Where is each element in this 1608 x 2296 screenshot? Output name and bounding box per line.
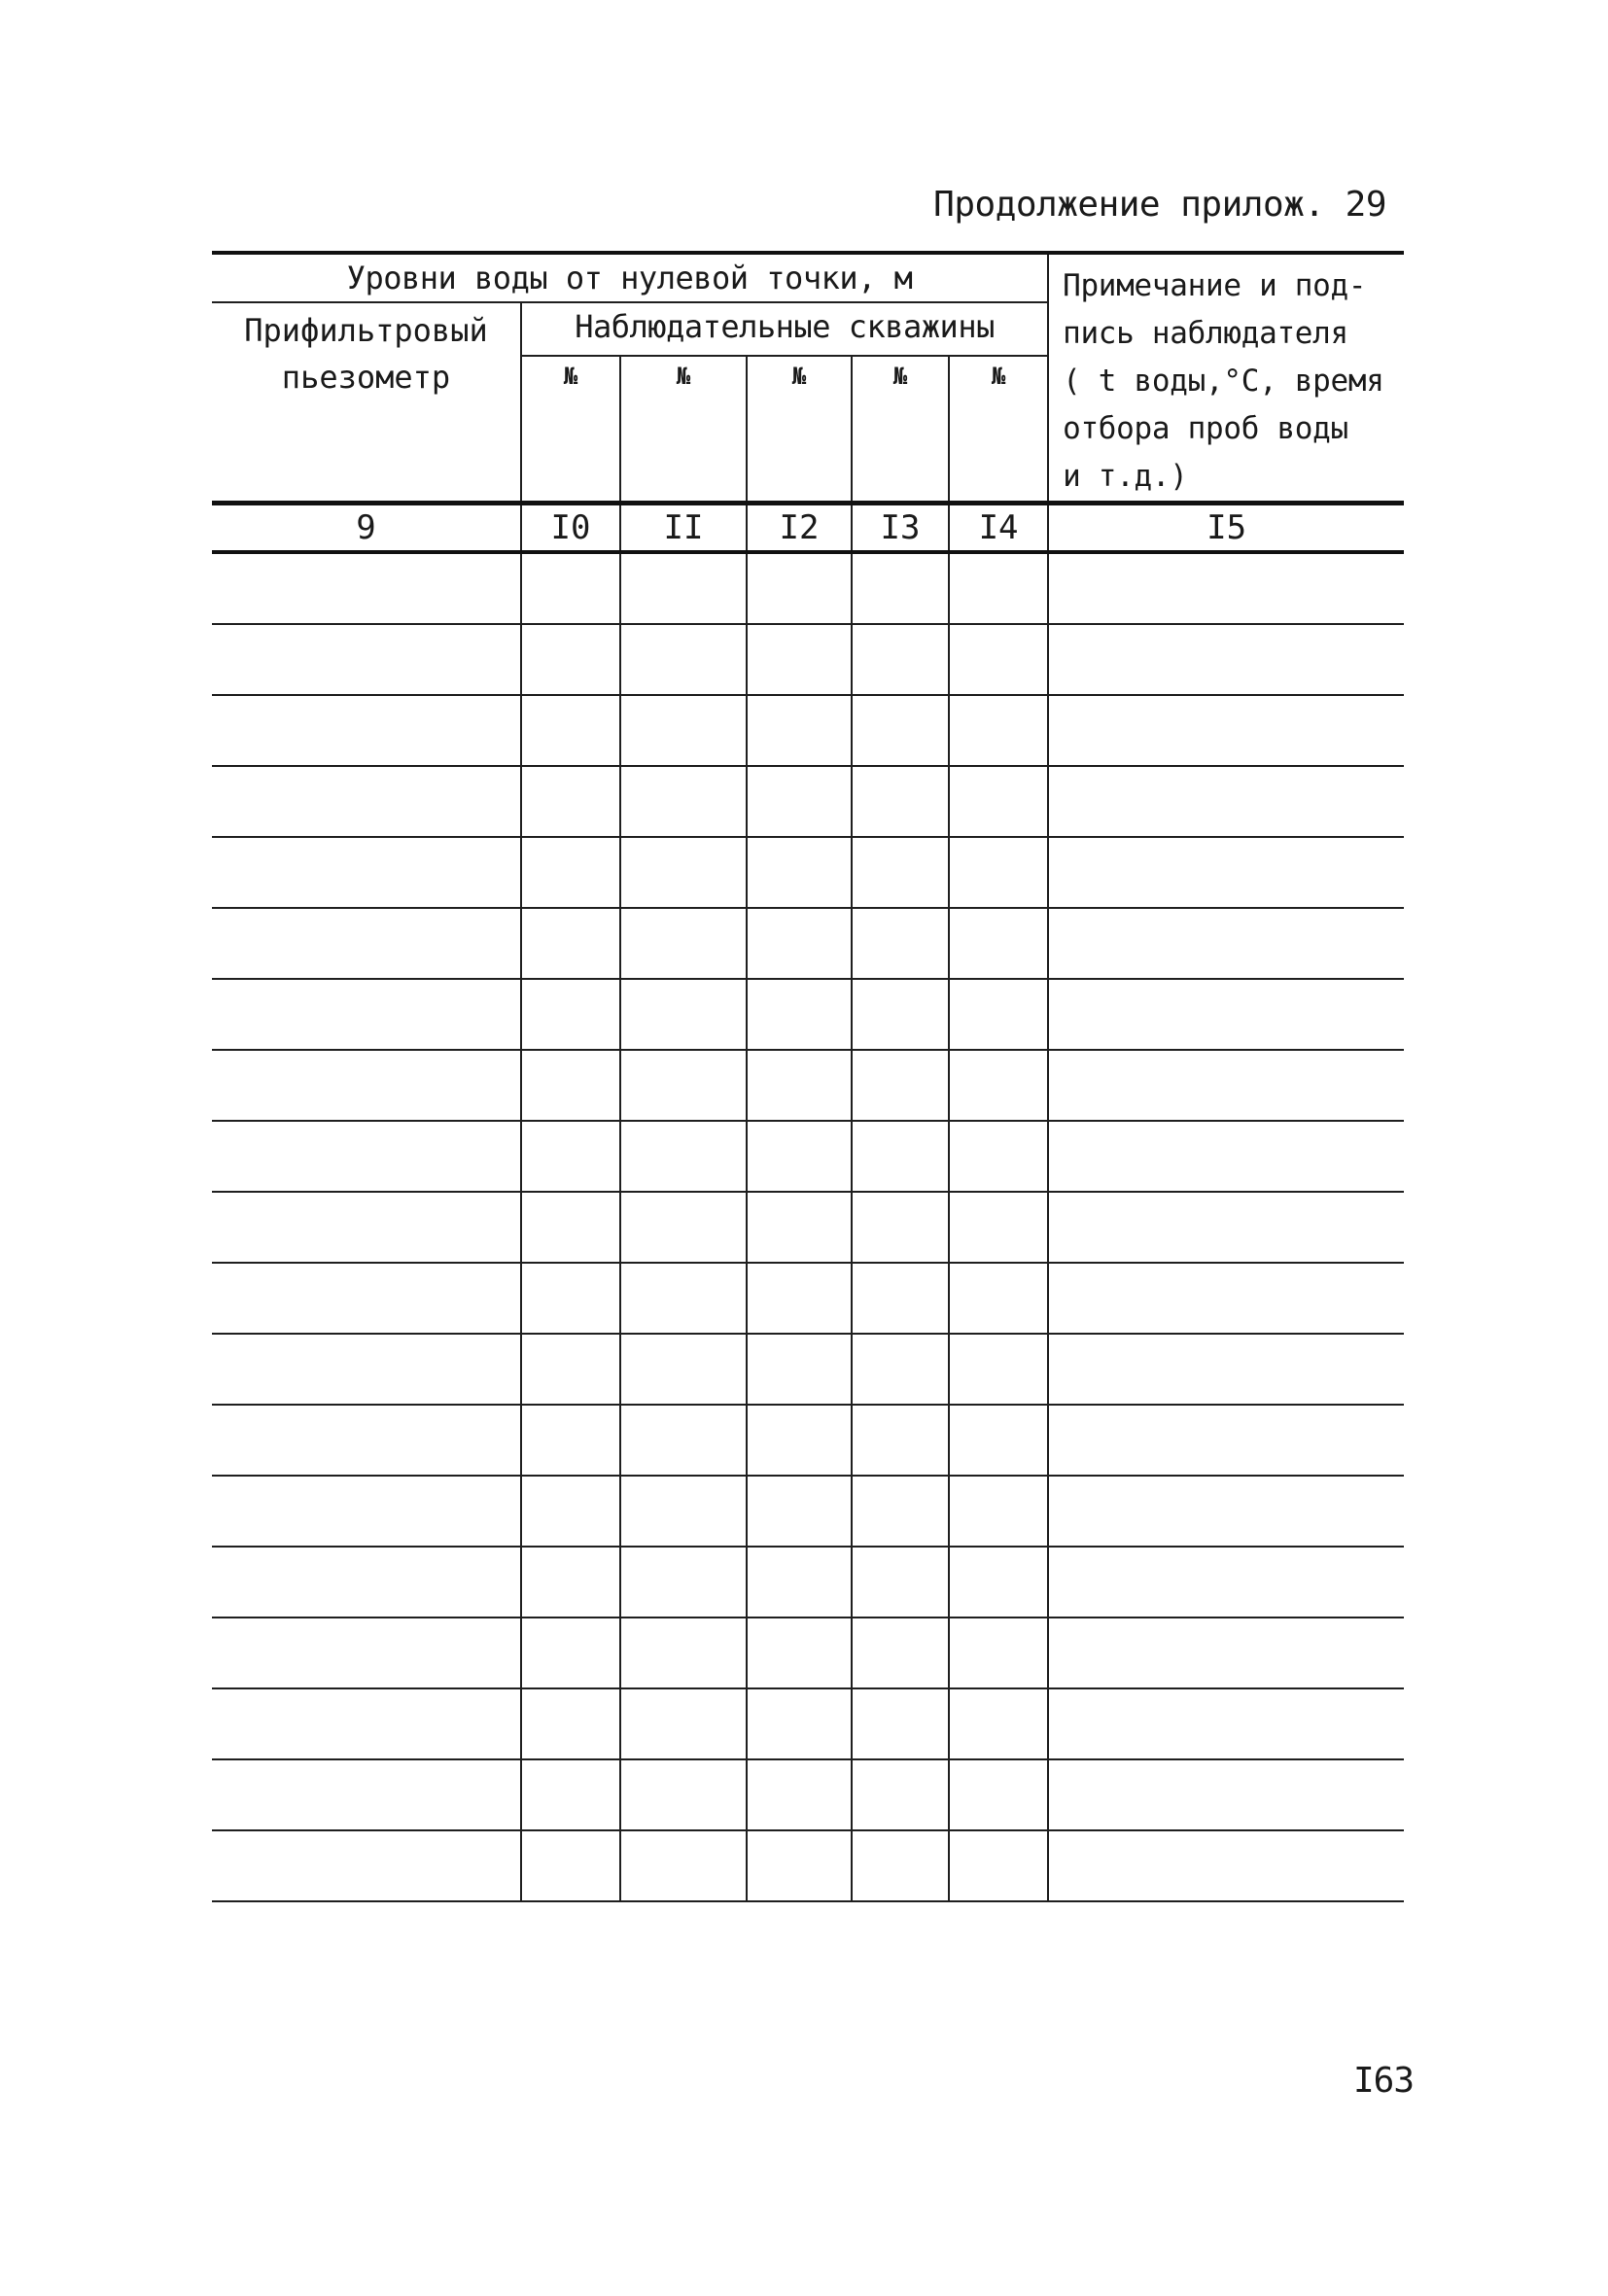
form-entry-row <box>212 908 1404 979</box>
form-entry-cell <box>747 1688 852 1759</box>
piezometer-label-line1: Прифильтровый <box>244 312 488 349</box>
form-entry-cell <box>852 1476 949 1547</box>
form-entry-cell <box>620 1688 747 1759</box>
form-entry-cell <box>852 908 949 979</box>
form-entry-cell <box>1048 1830 1404 1901</box>
form-entry-cell <box>852 1263 949 1334</box>
form-entry-row <box>212 552 1404 624</box>
form-entry-cell <box>949 908 1048 979</box>
note-line: пись наблюдателя <box>1063 316 1348 351</box>
form-entry-cell <box>521 1263 620 1334</box>
form-entry-cell <box>747 1547 852 1618</box>
form-entry-row <box>212 1759 1404 1830</box>
form-entry-cell <box>620 1476 747 1547</box>
column-number: I0 <box>521 504 620 553</box>
form-entry-cell <box>1048 1547 1404 1618</box>
form-entry-cell <box>852 979 949 1050</box>
form-entry-cell <box>747 624 852 695</box>
page-number: I63 <box>1352 2061 1414 2101</box>
form-entry-cell <box>747 1618 852 1688</box>
form-entry-cell <box>852 1547 949 1618</box>
well-number-mark: № <box>747 356 852 504</box>
form-entry-cell <box>1048 837 1404 908</box>
form-entry-cell <box>747 695 852 766</box>
well-number-mark: № <box>949 356 1048 504</box>
form-entry-cell <box>747 837 852 908</box>
form-entry-cell <box>521 1547 620 1618</box>
form-entry-cell <box>212 1547 521 1618</box>
form-entry-cell <box>852 766 949 837</box>
form-entry-row <box>212 979 1404 1050</box>
form-entry-cell <box>949 1476 1048 1547</box>
column-number: I4 <box>949 504 1048 553</box>
form-entry-cell <box>1048 1263 1404 1334</box>
form-entry-cell <box>949 1759 1048 1830</box>
form-entry-cell <box>521 1192 620 1263</box>
form-entry-cell <box>1048 766 1404 837</box>
column-number: I2 <box>747 504 852 553</box>
form-entry-cell <box>747 766 852 837</box>
form-entry-cell <box>521 908 620 979</box>
form-entry-cell <box>852 695 949 766</box>
form-entry-row <box>212 1547 1404 1618</box>
form-entry-cell <box>949 695 1048 766</box>
form-entry-cell <box>620 1192 747 1263</box>
note-line: отбора проб воды <box>1063 411 1348 446</box>
form-entry-cell <box>1048 979 1404 1050</box>
wells-header: Наблюдательные скважины <box>521 302 1048 356</box>
form-entry-cell <box>521 766 620 837</box>
form-entry-cell <box>1048 1759 1404 1830</box>
form-entry-cell <box>620 1618 747 1688</box>
note-header <box>1048 253 1404 504</box>
form-entry-cell <box>949 1334 1048 1405</box>
form-entry-cell <box>521 837 620 908</box>
form-entry-cell <box>212 695 521 766</box>
form-entry-row <box>212 1618 1404 1688</box>
form-entry-cell <box>620 1334 747 1405</box>
form-entry-row <box>212 837 1404 908</box>
observation-form <box>212 251 1404 1902</box>
form-entry-cell <box>852 1121 949 1192</box>
form-entry-cell <box>747 1759 852 1830</box>
form-entry-cell <box>212 1759 521 1830</box>
form-entry-cell <box>521 1121 620 1192</box>
form-entry-cell <box>212 979 521 1050</box>
form-entry-cell <box>949 766 1048 837</box>
form-entry-row <box>212 1263 1404 1334</box>
form-entry-cell <box>212 837 521 908</box>
form-entry-row <box>212 1830 1404 1901</box>
form-entry-cell <box>212 552 521 624</box>
form-entry-cell <box>521 1759 620 1830</box>
form-entry-row <box>212 695 1404 766</box>
form-entry-cell <box>747 1263 852 1334</box>
form-entry-row <box>212 624 1404 695</box>
form-entry-cell <box>521 1618 620 1688</box>
form-entry-cell <box>747 552 852 624</box>
form-entry-cell <box>620 552 747 624</box>
form-entry-cell <box>620 1050 747 1121</box>
form-entry-cell <box>949 1050 1048 1121</box>
form-entry-cell <box>212 908 521 979</box>
piezometer-header <box>212 302 521 504</box>
form-entry-cell <box>949 979 1048 1050</box>
form-entry-cell <box>212 1050 521 1121</box>
form-entry-cell <box>949 624 1048 695</box>
form-entry-cell <box>521 979 620 1050</box>
form-entry-cell <box>620 837 747 908</box>
form-entry-cell <box>949 1688 1048 1759</box>
form-entry-row <box>212 1405 1404 1476</box>
form-entry-cell <box>949 552 1048 624</box>
form-entry-cell <box>747 1121 852 1192</box>
form-entry-cell <box>620 624 747 695</box>
form-entry-cell <box>852 1830 949 1901</box>
form-entry-cell <box>747 1830 852 1901</box>
form-entry-cell <box>949 1618 1048 1688</box>
form-entry-cell <box>620 1121 747 1192</box>
form-entry-cell <box>852 624 949 695</box>
form-entry-cell <box>852 1618 949 1688</box>
form-entry-cell <box>949 837 1048 908</box>
column-number: II <box>620 504 747 553</box>
form-entry-cell <box>852 837 949 908</box>
form-entry-cell <box>1048 1192 1404 1263</box>
form-entry-cell <box>1048 1334 1404 1405</box>
form-entry-cell <box>852 1688 949 1759</box>
form-entry-cell <box>1048 908 1404 979</box>
note-line: и т.д.) <box>1063 459 1188 494</box>
form-entry-cell <box>1048 695 1404 766</box>
form-entry-cell <box>852 1050 949 1121</box>
form-entry-cell <box>212 624 521 695</box>
form-entry-cell <box>521 1334 620 1405</box>
form-entry-row <box>212 1334 1404 1405</box>
form-entry-cell <box>949 1263 1048 1334</box>
note-line: Примечание и под- <box>1063 268 1367 303</box>
form-entry-cell <box>212 1192 521 1263</box>
form-entry-cell <box>949 1192 1048 1263</box>
form-entry-cell <box>212 1830 521 1901</box>
form-entry-cell <box>1048 1121 1404 1192</box>
form-entry-cell <box>521 1405 620 1476</box>
form-entry-cell <box>852 1759 949 1830</box>
well-number-mark: № <box>521 356 620 504</box>
form-entry-cell <box>852 1334 949 1405</box>
form-entry-row <box>212 1192 1404 1263</box>
form-entry-cell <box>212 1476 521 1547</box>
column-number: I5 <box>1048 504 1404 553</box>
form-entry-cell <box>620 766 747 837</box>
form-entry-cell <box>212 1688 521 1759</box>
form-entry-cell <box>521 695 620 766</box>
column-number: I3 <box>852 504 949 553</box>
form-entry-cell <box>212 1334 521 1405</box>
form-entry-cell <box>212 766 521 837</box>
form-entry-cell <box>852 1405 949 1476</box>
form-entry-cell <box>521 1050 620 1121</box>
well-number-mark: № <box>852 356 949 504</box>
page-header: Продолжение прилож. 29 <box>933 185 1386 225</box>
form-entry-row <box>212 1050 1404 1121</box>
form-entry-cell <box>521 624 620 695</box>
well-number-mark: № <box>620 356 747 504</box>
form-entry-cell <box>949 1121 1048 1192</box>
form-entry-cell <box>620 1759 747 1830</box>
form-entry-row <box>212 1121 1404 1192</box>
form-entry-cell <box>747 979 852 1050</box>
form-entry-row <box>212 1476 1404 1547</box>
form-entry-cell <box>521 1476 620 1547</box>
form-entry-cell <box>747 1405 852 1476</box>
form-entry-cell <box>1048 1688 1404 1759</box>
form-entry-cell <box>747 1050 852 1121</box>
form-entry-cell <box>747 1334 852 1405</box>
form-entry-cell <box>949 1405 1048 1476</box>
form-entry-cell <box>1048 624 1404 695</box>
form-entry-cell <box>949 1547 1048 1618</box>
form-entry-cell <box>747 908 852 979</box>
water-level-table <box>212 251 1404 1902</box>
form-entry-cell <box>620 1405 747 1476</box>
form-entry-cell <box>212 1618 521 1688</box>
form-entry-row <box>212 1688 1404 1759</box>
piezometer-label-line2: пьезометр <box>281 359 451 396</box>
form-entry-cell <box>1048 1050 1404 1121</box>
form-entry-cell <box>620 908 747 979</box>
form-entry-cell <box>1048 552 1404 624</box>
column-number: 9 <box>212 504 521 553</box>
form-entry-cell <box>620 1263 747 1334</box>
form-entry-cell <box>212 1121 521 1192</box>
form-entry-cell <box>1048 1405 1404 1476</box>
form-entry-cell <box>620 695 747 766</box>
form-entry-cell <box>620 1547 747 1618</box>
form-entry-cell <box>521 1688 620 1759</box>
form-entry-cell <box>521 1830 620 1901</box>
form-entry-cell <box>747 1192 852 1263</box>
form-entry-cell <box>852 552 949 624</box>
form-entry-cell <box>521 552 620 624</box>
form-entry-cell <box>620 979 747 1050</box>
form-entry-cell <box>1048 1476 1404 1547</box>
form-entry-cell <box>212 1263 521 1334</box>
levels-title: Уровни воды от нулевой точки, м <box>212 253 1048 302</box>
note-line: ( t воды,°С, время <box>1063 364 1384 399</box>
form-entry-cell <box>212 1405 521 1476</box>
form-entry-cell <box>852 1192 949 1263</box>
form-entry-cell <box>620 1830 747 1901</box>
form-entry-row <box>212 766 1404 837</box>
form-entry-cell <box>747 1476 852 1547</box>
form-entry-cell <box>949 1830 1048 1901</box>
form-entry-cell <box>1048 1618 1404 1688</box>
column-number-row <box>212 504 1404 553</box>
